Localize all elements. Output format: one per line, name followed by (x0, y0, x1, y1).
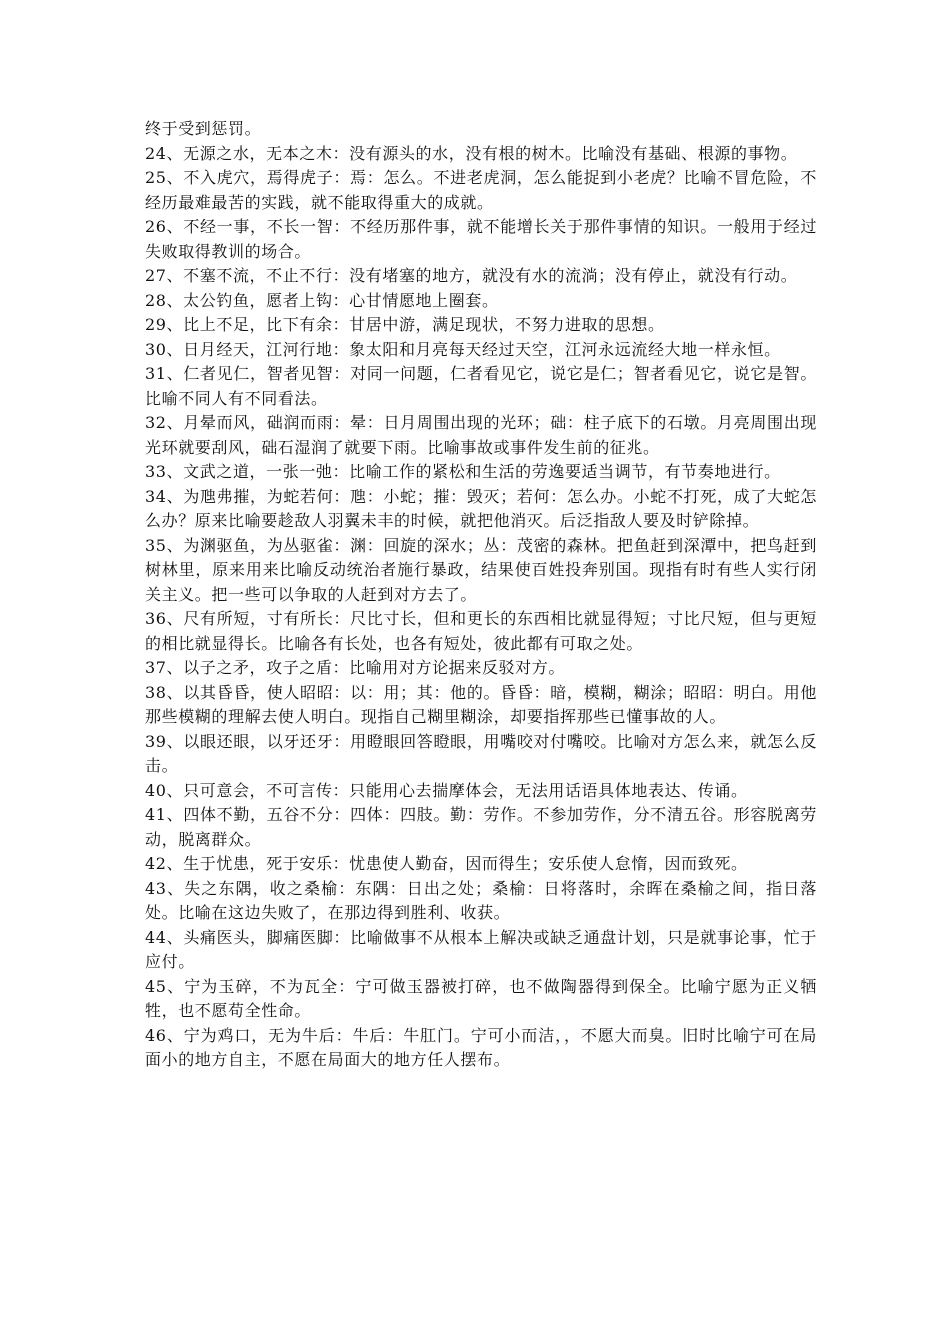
entry-24: 24、无源之水，无本之木：没有源头的水，没有根的树木。比喻没有基础、根源的事物。 (145, 143, 798, 163)
entry-42: 42、生于忧患，死于安乐：忧患使人勤奋，因而得生；安乐使人怠惰，因而致死。 (145, 854, 748, 873)
entry-35: 35、为渊驱鱼，为丛驱雀：渊：回旋的深水；丛：茂密的森林。把鱼赶到深潭中，把鸟赶到树林里，原来用来比喻反动统治者施行暴政，结果使百姓投奔别国。现指有时有些人实行闭关主义。把一些可以争取的人赶到对方去了。 (145, 535, 817, 604)
entry-37: 37、以子之矛，攻子之盾：比喻用对方论据来反驳对方。 (145, 658, 565, 677)
entry-39: 39、以眼还眼，以牙还牙：用瞪眼回答瞪眼，用嘴咬对付嘴咬。比喻对方怎么来，就怎么反击。 (145, 731, 817, 775)
entry-28: 28、太公钓鱼，愿者上钩：心甘情愿地上圈套。 (145, 290, 499, 310)
entry-46: 46、宁为鸡口，无为牛后：牛后：牛肛门。宁可小而洁，，不愿大而臭。旧时比喻宁可在局面小的地方自主，不愿在局面大的地方任人摆布。 (145, 1025, 817, 1069)
entry-25: 25、不入虎穴，焉得虎子：焉：怎么。不进老虎洞，怎么能捉到小老虎？比喻不冒危险，不经历最难最苦的实践，就不能取得重大的成就。 (145, 168, 817, 212)
entry-38: 38、以其昏昏，使人昭昭：以：用；其：他的。昏昏：暗，模糊，糊涂；昭昭：明白。用他那些模糊的理解去使人明白。现指自己糊里糊涂，却要指挥那些已懂事故的人。 (145, 682, 817, 726)
entry-44: 44、头痛医头，脚痛医脚：比喻做事不从根本上解决或缺乏通盘计划，只是就事论事，忙于应付。 (145, 927, 817, 971)
entry-continuation: 终于受到惩罚。 (145, 119, 262, 138)
entry-26: 26、不经一事，不长一智：不经历那件事，就不能增长关于那件事情的知识。一般用于经过失败取得教训的场合。 (145, 217, 817, 261)
entry-45: 45、宁为玉碎，不为瓦全：宁可做玉器被打碎，也不做陶器得到保全。比喻宁愿为正义牺牲，也不愿苟全性命。 (145, 976, 817, 1020)
idiom-list (145, 117, 817, 1073)
entry-32: 32、月晕而风，础润而雨：晕：日月周围出现的光环；础：柱子底下的石墩。月亮周围出现光环就要刮风，础石湿润了就要下雨。比喻事故或事件发生前的征兆。 (145, 413, 817, 457)
entry-40: 40、只可意会，不可言传：只能用心去揣摩体会，无法用话语具体地表达、传诵。 (145, 780, 748, 800)
entry-30: 30、日月经天，江河行地：象太阳和月亮每天经过天空，江河永远流经大地一样永恒。 (145, 339, 781, 359)
entry-31: 31、仁者见仁，智者见智：对同一问题，仁者看见它，说它是仁；智者看见它，说它是智。比喻不同人有不同看法。 (145, 364, 817, 408)
entry-36: 36、尺有所短，寸有所长：尺比寸长，但和更长的东西相比就显得短；寸比尺短，但与更短的相比就显得长。比喻各有长处，也各有短处，彼此都有可取之处。 (145, 609, 817, 653)
entry-27: 27、不塞不流，不止不行：没有堵塞的地方，就没有水的流淌；没有停止，就没有行动。 (145, 266, 798, 285)
entry-29: 29、比上不足，比下有余：甘居中游，满足现状，不努力进取的思想。 (145, 315, 665, 334)
entry-34: 34、为虺弗摧，为蛇若何：虺：小蛇；摧：毁灭；若何：怎么办。小蛇不打死，成了大蛇怎么办？原来比喻要趁敌人羽翼未丰的时候，就把他消灭。后泛指敌人要及时铲除掉。 (145, 486, 817, 530)
entry-33: 33、文武之道，一张一弛：比喻工作的紧松和生活的劳逸要适当调节，有节奏地进行。 (145, 462, 781, 481)
entry-43: 43、失之东隅，收之桑榆：东隅：日出之处；桑榆：日将落时，余晖在桑榆之间，指日落处。比喻在这边失败了，在那边得到胜利、收获。 (145, 878, 817, 922)
entry-41: 41、四体不勤，五谷不分：四体：四肢。勤：劳作。不参加劳作，分不清五谷。形容脱离劳动，脱离群众。 (145, 805, 817, 849)
